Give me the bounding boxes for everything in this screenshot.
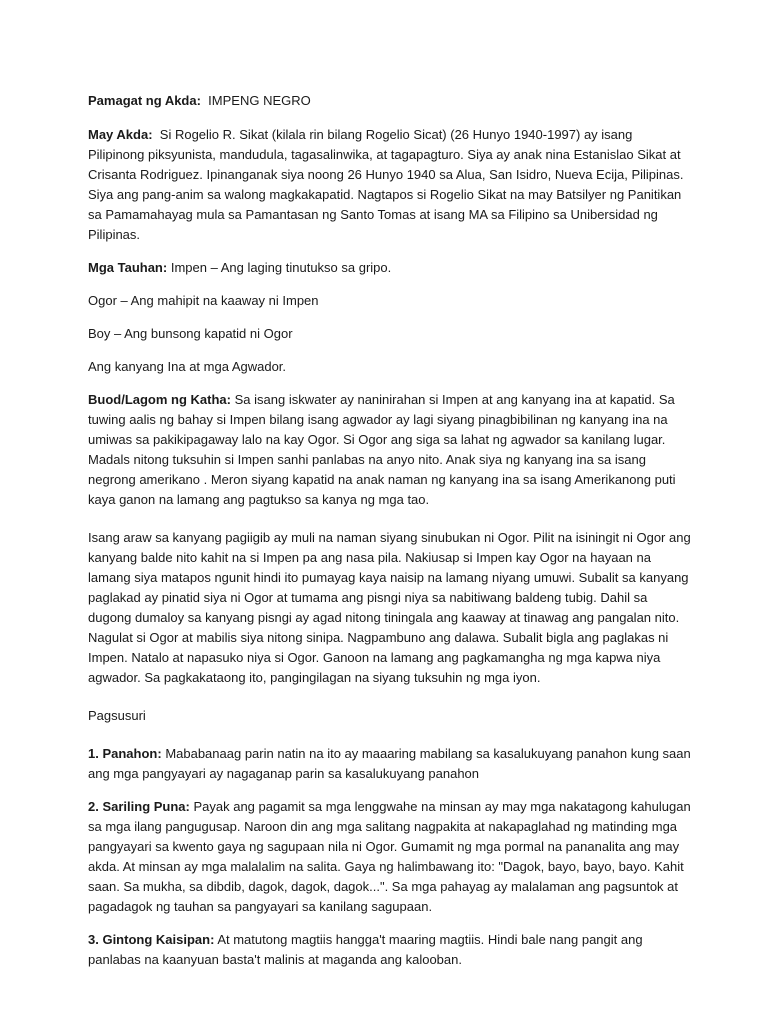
characters-line (88, 258, 692, 278)
character-mother: Ang kanyang Ina at mga Agwador. (88, 359, 287, 374)
summary-paragraph-1 (88, 390, 692, 510)
analysis-text-panahon: Mababanaag parin natin na ito ay maaaring mabilang sa kasalukuyang panahon kung saan ang mga pangyayari ay nagaganap parin sa kasalukuyang panahon (88, 746, 691, 781)
character-boy: Boy – Ang bunsong kapatid ni Ogor (88, 326, 293, 341)
summary-label: Buod/Lagom ng Katha: (88, 392, 231, 407)
analysis-text-kaisipan: At matutong magtiis hangga't maaring magtiis. Hindi bale nang pangit ang panlabas na kaanyuan basta't malinis at maganda ang kalooban. (88, 932, 643, 967)
analysis-label-puna: 2. Sariling Puna: (88, 799, 190, 814)
characters-label: Mga Tauhan: (88, 260, 168, 275)
document-page (88, 91, 692, 983)
analysis-label-panahon: 1. Panahon: (88, 746, 162, 761)
summary-text-1: Sa isang iskwater ay naninirahan si Impen at ang kanyang ina at kapatid. Sa tuwing aalis ng bahay si Impen bilang isang agwador ay lagi siyang pinagbibilinan ng kanyang ina na umiwas sa pakikipagaway lalo na kay Ogor. Si Ogor ang siga sa lahat ng agwador sa kanilang lugar. Madals nitong tuksuhin si Impen sanhi panlabas na anyo nito. Anak siya ng kanyang ina sa isang negrong amerikano . Meron siyang kapatid na anak naman ng kanyang ina sa isang Amerikanong puti kaya ganon na lamang ang pagtukso sa kanya ng mga tao. (88, 392, 676, 507)
analysis-item-panahon (88, 744, 692, 784)
title-line (88, 91, 692, 111)
author-text: Si Rogelio R. Sikat (kilala rin bilang Rogelio Sicat) (26 Hunyo 1940-1997) ay isang Pilipinong piksyunista, mandudula, tagasalinwika, at tagapagturo. Siya ay anak nina Estanislao Sikat at Crisanta Rodriguez. Ipinanganak siya noong 26 Hunyo 1940 sa Alua, San Isidro, Nueva Ecija, Pilipinas. Siya ang pang-anim sa walong magkakapatid. Nagtapos si Rogelio Sikat na may Batsilyer ng Panitikan sa Pamamahayag mula sa Pamantasan ng Santo Tomas at isang MA sa Filipino sa Unibersidad ng Pilipinas. (88, 127, 684, 242)
analysis-heading: Pagsusuri (88, 708, 146, 723)
character-impen: Impen – Ang laging tinutukso sa gripo. (170, 260, 392, 275)
character-ogor: Ogor – Ang mahipit na kaaway ni Impen (88, 293, 319, 308)
summary-paragraph-2: Isang araw sa kanyang pagiigib ay muli na naman siyang sinubukan ni Ogor. Pilit na isiningit ni Ogor ang kanyang balde nito kahit na si Impen pa ang nasa pila. Nakiusap si Impen kay Ogor na hayaan na lamang siya matapos ngunit hindi ito pumayag kaya naisip na lamang niyang umuwi. Subalit sa kanyang paglakad ay pinatid siya ni Ogor at tumama ang pisngi niya sa nabitiwang baldeng tubig. Dahil sa dugong dumaloy sa kanyang pisngi ay agad nitong tiningala ang kaaway at tinawag ang pangalan nito. Nagulat si Ogor at mabilis siya nitong sinipa. Nagpambuno ang dalawa. Subalit bigla ang paglakas ni Impen. Natalo at napasuko niya si Ogor. Ganoon na lamang ang pagkamangha ng mga kapwa niya agwador. Sa pagkakataong ito, pangingilagan na siyang tuksuhin ng mga iyon. (88, 530, 691, 685)
analysis-item-puna (88, 797, 692, 917)
title-value: IMPENG NEGRO (208, 93, 311, 108)
analysis-item-kaisipan (88, 930, 692, 970)
author-paragraph (88, 125, 692, 245)
title-label: Pamagat ng Akda: (88, 93, 201, 108)
analysis-text-puna: Payak ang pagamit sa mga lenggwahe na minsan ay may mga nakatagong kahulugan sa mga ilang pangugusap. Naroon din ang mga salitang nagpakita at nakapaglahad ng matinding mga pangyayari sa kwento gaya ng sagupaan nila ni Ogor. Gumamit ng mga pormal na pananalita ang may akda. At minsan ay mga malalalim na salita. Gaya ng halimbawang ito: "Dagok, bayo, bayo, bayo. Kahit saan. Sa mukha, sa dibdib, dagok, dagok, dagok...". Sa mga pahayag ay malalaman ang pagsuntok at pagadagok ng tauhan sa pangyayari sa kanilang sagupaan. (88, 799, 691, 914)
author-label: May Akda: (88, 127, 153, 142)
analysis-label-kaisipan: 3. Gintong Kaisipan: (88, 932, 215, 947)
